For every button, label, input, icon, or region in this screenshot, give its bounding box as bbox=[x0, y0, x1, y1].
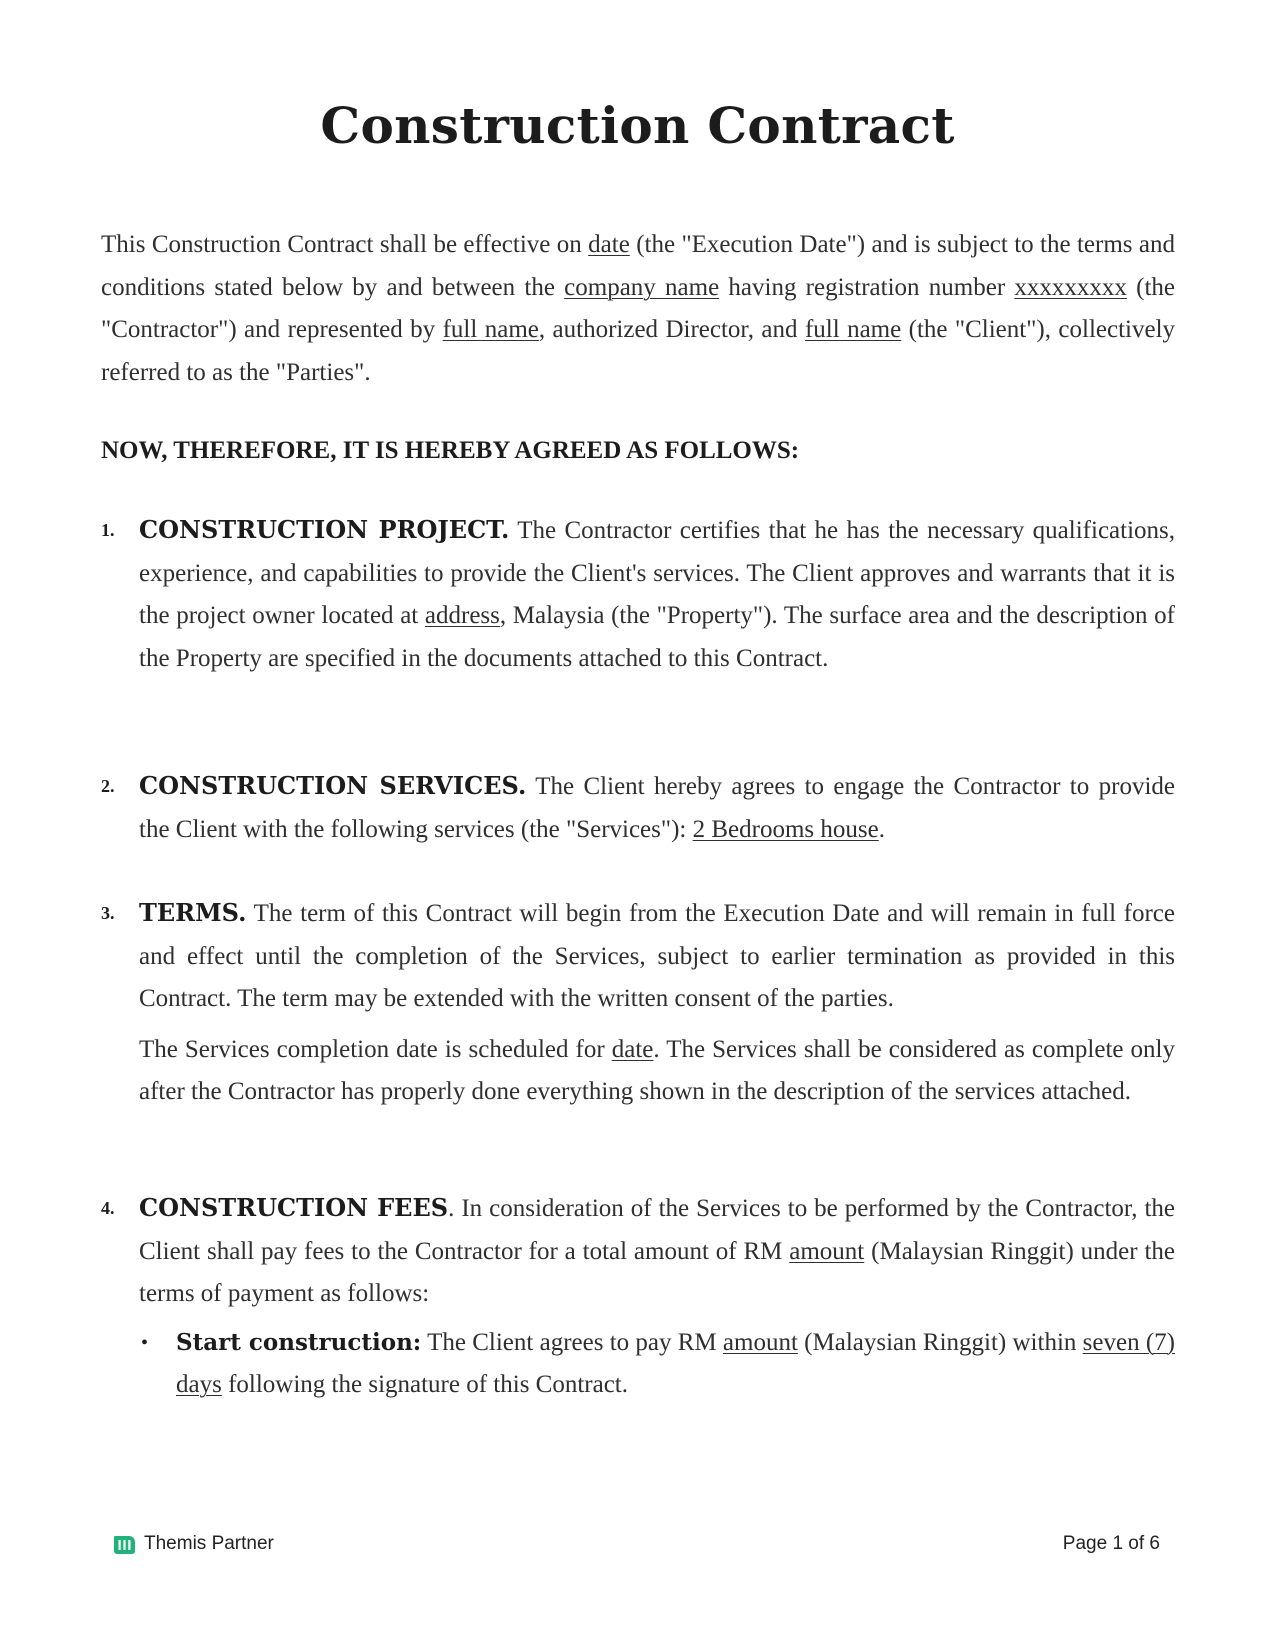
bullet-heading: Start construction: bbox=[176, 1328, 422, 1356]
section-heading: CONSTRUCTION SERVICES. bbox=[139, 771, 527, 800]
section-text-2: . bbox=[878, 815, 885, 843]
intro-text-6: (the "Client"), collectively referred to as the "Parties". bbox=[101, 316, 1176, 386]
intro-text-3: having registration number bbox=[719, 273, 1015, 301]
page-footer bbox=[0, 1533, 1275, 1557]
section-text-3: . The Services shall be considered as complete only after the Contractor has properly done everything shown in the description of the services attached. bbox=[139, 1035, 1175, 1105]
section-construction-services bbox=[101, 765, 1175, 851]
execution-date-field: date bbox=[588, 231, 630, 258]
section-text-2: , Malaysia (the "Property"). The surface area and the description of the Property are specified in the documents attached to this Contract. bbox=[139, 602, 1175, 672]
start-amount-field: amount bbox=[722, 1328, 798, 1356]
section-text-2: (Malaysian Ringgit) under the terms of payment as follows: bbox=[139, 1237, 1176, 1307]
themis-partner-logo-icon bbox=[112, 1533, 137, 1555]
section-body bbox=[139, 892, 1175, 1021]
section-heading: CONSTRUCTION PROJECT. bbox=[139, 515, 510, 544]
brand bbox=[112, 1533, 274, 1555]
section-text-2: The Services completion date is scheduled for bbox=[139, 1035, 612, 1063]
intro-text-5: , authorized Director, and bbox=[538, 316, 805, 343]
payment-bullet-item bbox=[141, 1322, 1175, 1407]
section-terms bbox=[101, 892, 1175, 1114]
section-heading: TERMS. bbox=[139, 898, 247, 927]
section-construction-project bbox=[101, 509, 1175, 680]
intro-paragraph bbox=[101, 224, 1175, 394]
intro-text-2: (the "Execution Date") and is subject to the terms and conditions stated below by and between the bbox=[101, 231, 1175, 301]
page-number: Page 1 of 6 bbox=[1062, 1533, 1160, 1554]
section-body bbox=[139, 765, 1175, 851]
intro-text-1: This Construction Contract shall be effective on bbox=[101, 231, 589, 258]
section-number: 3. bbox=[101, 903, 115, 923]
client-name-field: full name bbox=[804, 316, 902, 343]
bullet-text-2: (Malaysian Ringgit) within bbox=[797, 1328, 1083, 1356]
property-address-field: address bbox=[424, 602, 500, 629]
document-title: Construction Contract bbox=[320, 96, 955, 155]
intro-text-4: (the "Contractor") and represented by bbox=[101, 273, 1175, 343]
director-name-field: full name bbox=[442, 316, 539, 343]
section-heading: CONSTRUCTION FEES bbox=[139, 1193, 449, 1222]
total-amount-field: amount bbox=[789, 1237, 865, 1265]
bullet-icon: • bbox=[141, 1331, 149, 1354]
section-number: 4. bbox=[101, 1198, 115, 1218]
section-number: 2. bbox=[101, 776, 115, 796]
section-text-1: . In consideration of the Services to be performed by the Contractor, the Client shall pay fees to the Contractor for a total amount of RM bbox=[139, 1195, 1176, 1265]
bullet-text-1: The Client agrees to pay RM bbox=[421, 1328, 723, 1356]
section-text-1: The Client hereby agrees to engage the Contractor to provide the Client with the following services (the "Services"): bbox=[139, 773, 1176, 843]
section-construction-fees bbox=[101, 1187, 1175, 1407]
registration-number-field: xxxxxxxxx bbox=[1014, 273, 1127, 301]
agreed-heading: NOW, THEREFORE, IT IS HEREBY AGREED AS FOLLOWS: bbox=[101, 437, 800, 464]
section-paragraph-2 bbox=[139, 1029, 1175, 1114]
section-body bbox=[139, 1187, 1175, 1316]
section-body bbox=[139, 509, 1175, 680]
payment-days-field: seven (7) days bbox=[176, 1328, 1175, 1398]
company-name-field: company name bbox=[564, 273, 720, 301]
bullet-text-3: following the signature of this Contract. bbox=[221, 1371, 629, 1398]
brand-name: Themis Partner bbox=[144, 1533, 274, 1554]
completion-date-field: date bbox=[611, 1035, 654, 1063]
section-text-1: The term of this Contract will begin from the Execution Date and will remain in full force and effect until the completion of the Services, subject to earlier termination as provided in this Contract. The term may be extended with the written consent of the parties. bbox=[139, 900, 1175, 1012]
services-field: 2 Bedrooms house bbox=[692, 815, 879, 843]
section-number: 1. bbox=[101, 520, 115, 540]
section-text-1: The Contractor certifies that he has the necessary qualifications, experience, and capabilities to provide the Client's services. The Client approves and warrants that it is the project owner located at bbox=[139, 517, 1176, 629]
